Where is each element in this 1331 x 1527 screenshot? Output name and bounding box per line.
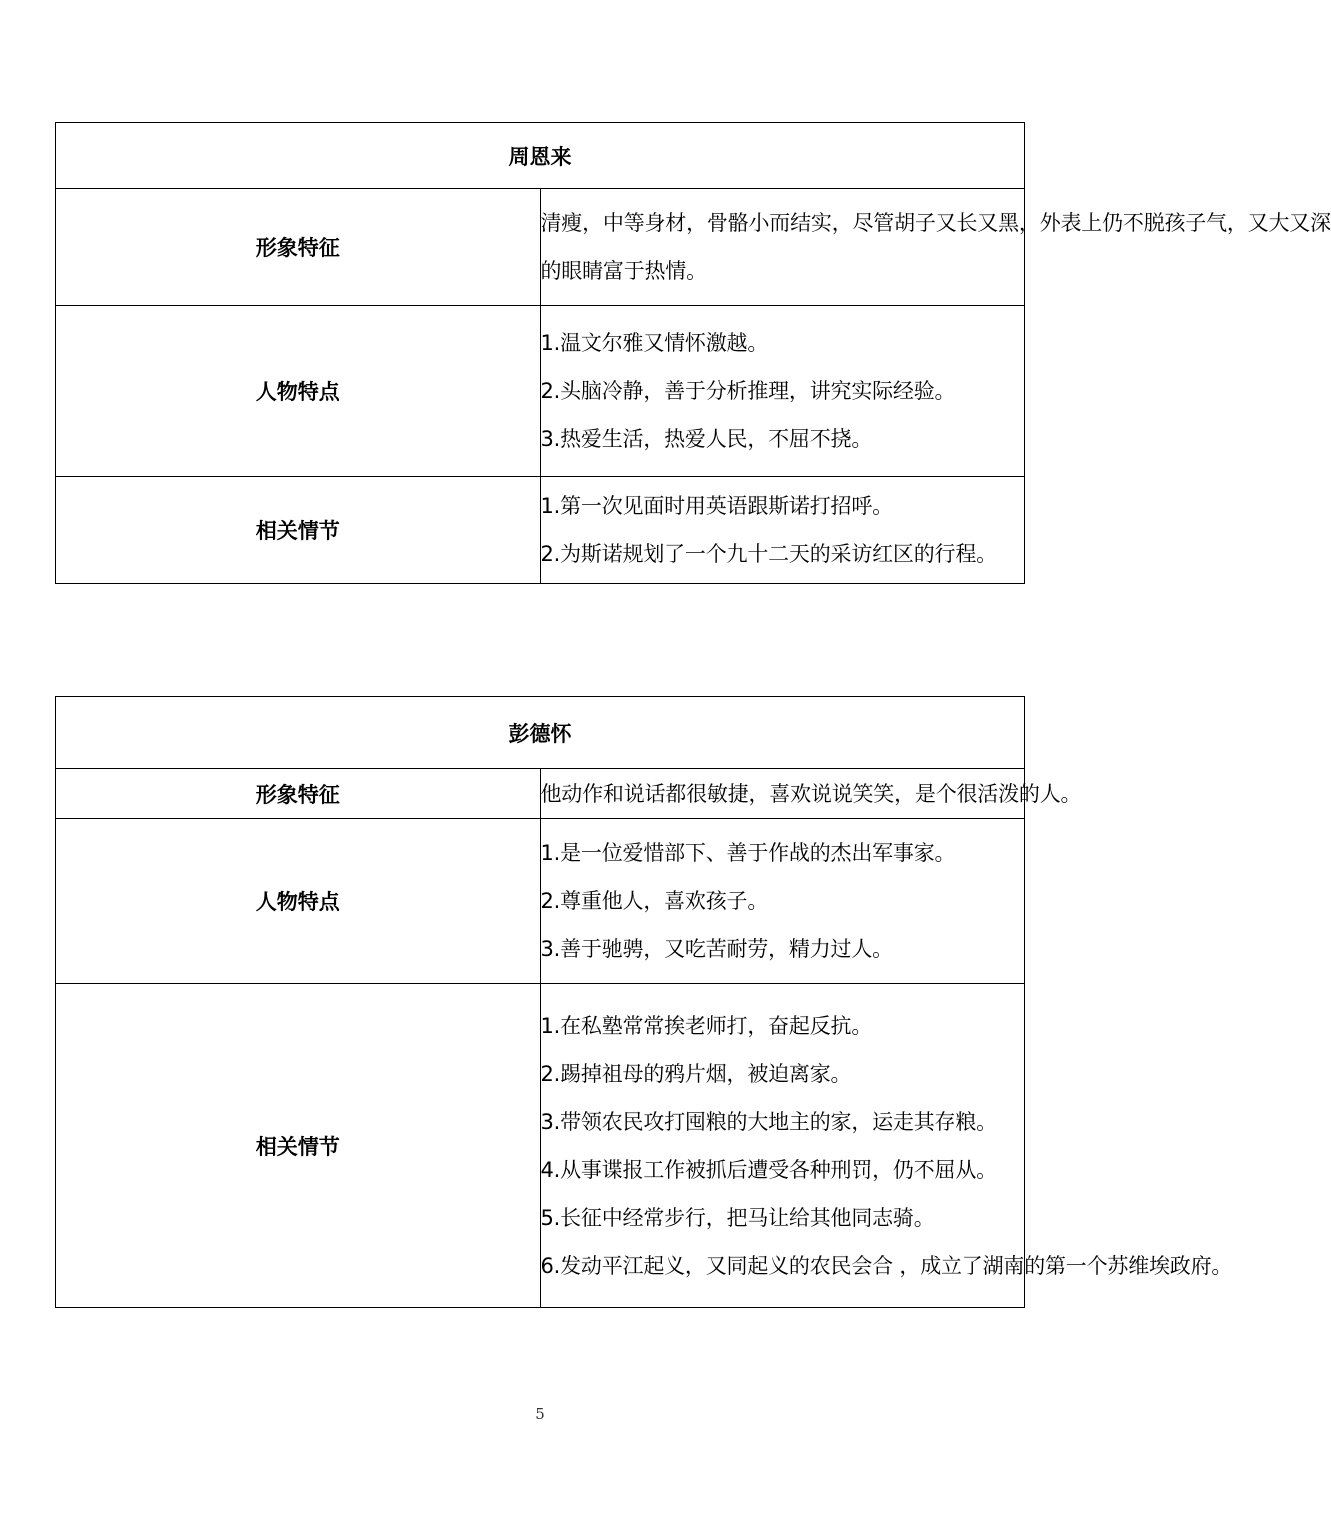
- content-line: 3.善于驰骋，又吃苦耐劳，精力过人。: [540, 937, 893, 961]
- content-line: 5.长征中经常步行，把马让给其他同志骑。: [540, 1205, 935, 1230]
- profile-table-peng-dehuai: [55, 696, 1233, 1308]
- content-line: 1.是一位爱惜部下、善于作战的杰出军事家。: [540, 841, 956, 865]
- table-header-row: [56, 697, 1025, 769]
- table-row-plots: [56, 477, 1025, 584]
- table-row-appearance: [56, 189, 1025, 306]
- content-line: 3.带领农民攻打囤粮的大地主的家，运走其存粮。: [540, 1109, 997, 1134]
- content-line: 1.温文尔雅又情怀激越。: [540, 331, 769, 355]
- content-line: 2.为斯诺规划了一个九十二天的采访红区的行程。: [540, 542, 997, 566]
- row-label: 相关情节: [56, 477, 541, 584]
- row-label: 人物特点: [56, 819, 541, 984]
- content-line: 2.头脑冷静，善于分析推理，讲究实际经验。: [540, 379, 956, 403]
- row-content: [540, 477, 1025, 584]
- person-name: 彭德怀: [56, 697, 1025, 769]
- content-line: 6.发动平江起义，又同起义的农民会合 ，成立了湖南的第一个苏维埃政府。: [540, 1253, 1233, 1278]
- profile-table-zhou-enlai: [55, 122, 1331, 584]
- content-line: 2.尊重他人，喜欢孩子。: [540, 889, 769, 913]
- row-label: 形象特征: [56, 769, 541, 819]
- content-line: 他动作和说话都很敏捷，喜欢说说笑笑，是个很活泼的人。: [540, 781, 1082, 806]
- content-line: 4.从事谍报工作被抓后遭受各种刑罚，仍不屈从。: [540, 1157, 997, 1182]
- row-label: 人物特点: [56, 306, 541, 477]
- row-content: [540, 984, 1233, 1308]
- table-row-plots: [56, 984, 1025, 1308]
- row-label: 相关情节: [56, 984, 541, 1308]
- row-content: [540, 769, 1082, 819]
- table-header-row: [56, 123, 1025, 189]
- row-label: 形象特征: [56, 189, 541, 306]
- page-number: 5: [535, 1405, 545, 1423]
- table-row-traits: [56, 306, 1025, 477]
- person-name: 周恩来: [56, 123, 1025, 189]
- content-line: 清瘦，中等身材，骨骼小而结实，尽管胡子又长又黑，外表上仍不脱孩子气，又大又深: [540, 211, 1331, 235]
- row-content: [540, 189, 1331, 306]
- table-row-traits: [56, 819, 1025, 984]
- row-content: [540, 819, 1025, 984]
- content-line: 1.第一次见面时用英语跟斯诺打招呼。: [540, 494, 893, 518]
- row-content: [540, 306, 1025, 477]
- content-line: 1.在私塾常常挨老师打，奋起反抗。: [540, 1013, 873, 1038]
- content-line: 3.热爱生活，热爱人民，不屈不挠。: [540, 427, 873, 451]
- table-row-appearance: [56, 769, 1025, 819]
- content-line: 2.踢掉祖母的鸦片烟，被迫离家。: [540, 1061, 852, 1086]
- content-line: 的眼睛富于热情。: [540, 259, 707, 283]
